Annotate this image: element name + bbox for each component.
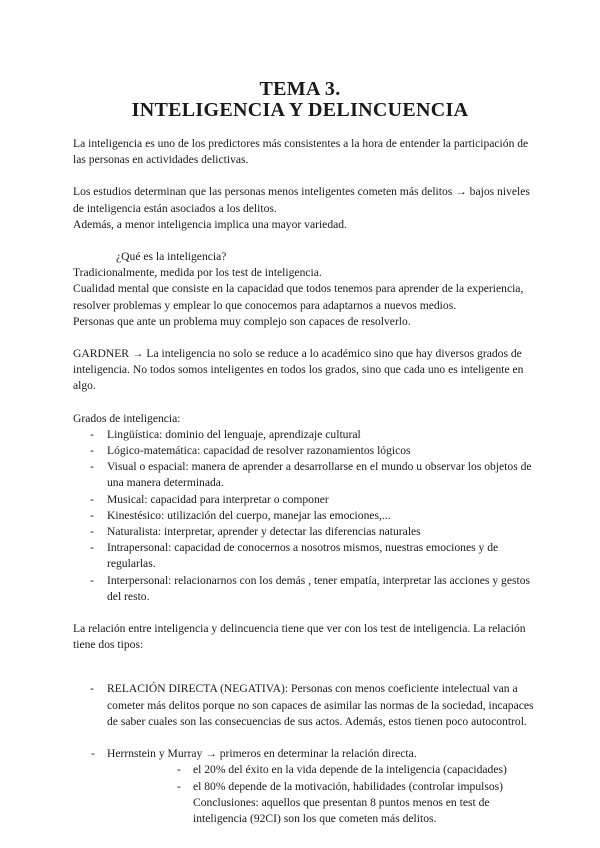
grados-title: Grados de inteligencia: — [73, 411, 181, 425]
relacion-paragraph: La relación entre inteligencia y delincuencia tiene que ver con los test de inteligencia. La relación tiene dos tipos: — [73, 622, 526, 652]
grados-list — [73, 427, 543, 605]
variety-paragraph: Además, a menor inteligencia implica una mayor variedad. — [73, 217, 347, 231]
gardner-paragraph: GARDNER → La inteligencia no solo se reduce a lo académico sino que hay diversos grados de inteligencia. No todos somos inteligentes en todos los grados, sino que cada uno es inteligente en algo. — [73, 347, 524, 393]
findings-list — [107, 762, 543, 827]
intro-paragraph: La inteligencia es uno de los predictores más consistentes a la hora de entender la participación de las personas en actividades delictivas. — [73, 137, 529, 167]
list-item: - Lingüística: dominio del lenguaje, aprendizaje cultural — [73, 427, 543, 443]
definition-3: Personas que ante un problema muy complejo son capaces de resolverlo. — [73, 314, 411, 328]
studies-paragraph: Los estudios determinan que las personas menos inteligentes cometen más delitos → bajos niveles de inteligencia están asociados a los delitos. — [73, 185, 530, 215]
authors-list — [73, 746, 543, 827]
definition-1: Tradicionalmente, medida por los test de inteligencia. — [73, 266, 322, 280]
list-item: - el 80% depende de la motivación, habilidades (controlar impulsos) Conclusiones: aquellos que presentan 8 puntos menos en test de inteligencia (92CI) son los que cometen más delitos. — [159, 779, 543, 828]
question-heading: ¿Qué es la inteligencia? — [116, 250, 227, 264]
document-body — [73, 136, 543, 827]
list-item: - Lógico-matemática: capacidad de resolver razonamientos lógicos — [73, 443, 543, 459]
herrnstein-item — [73, 746, 543, 827]
list-item: - Visual o espacial: manera de aprender a desarrollarse en el mundo u observar los objetos de una manera determinada. — [73, 459, 543, 491]
title-line-2: INTELIGENCIA Y DELINCUENCIA — [131, 99, 469, 121]
list-item: - Kinestésico: utilización del cuerpo, manejar las emociones,... — [73, 508, 543, 524]
relacion-directa-item: - RELACIÓN DIRECTA (NEGATIVA): Personas con menos coeficiente intelectual van a cometer más delitos porque no son capaces de asimilar las normas de la sociedad, incapaces de saber cuales son las consecuencias de sus actos. Además, estos tienen poco autocontrol. — [73, 681, 543, 730]
title-line-1: TEMA 3. — [259, 78, 341, 100]
list-item: - Naturalista: interpretar, aprender y detectar las diferencias naturales — [73, 524, 543, 540]
list-item: - Intrapersonal: capacidad de conocernos a nosotros mismos, nuestras emociones y de regularlas. — [73, 540, 543, 572]
list-item: - Interpersonal: relacionarnos con los demás , tener empatía, interpretar las acciones y gestos del resto. — [73, 573, 543, 605]
list-item: - Musical: capacidad para interpretar o componer — [73, 492, 543, 508]
relacion-list — [73, 681, 543, 730]
list-item: - el 20% del éxito en la vida depende de la inteligencia (capacidades) — [159, 762, 543, 778]
herrnstein-text: Herrnstein y Murray → primeros en determinar la relación directa. — [107, 747, 417, 761]
definition-2: Cualidad mental que consiste en la capacidad que todos tenemos para aprender de la experiencia, resolver problemas y emplear lo que conocemos para adaptarnos a nuevos medios. — [73, 282, 524, 312]
